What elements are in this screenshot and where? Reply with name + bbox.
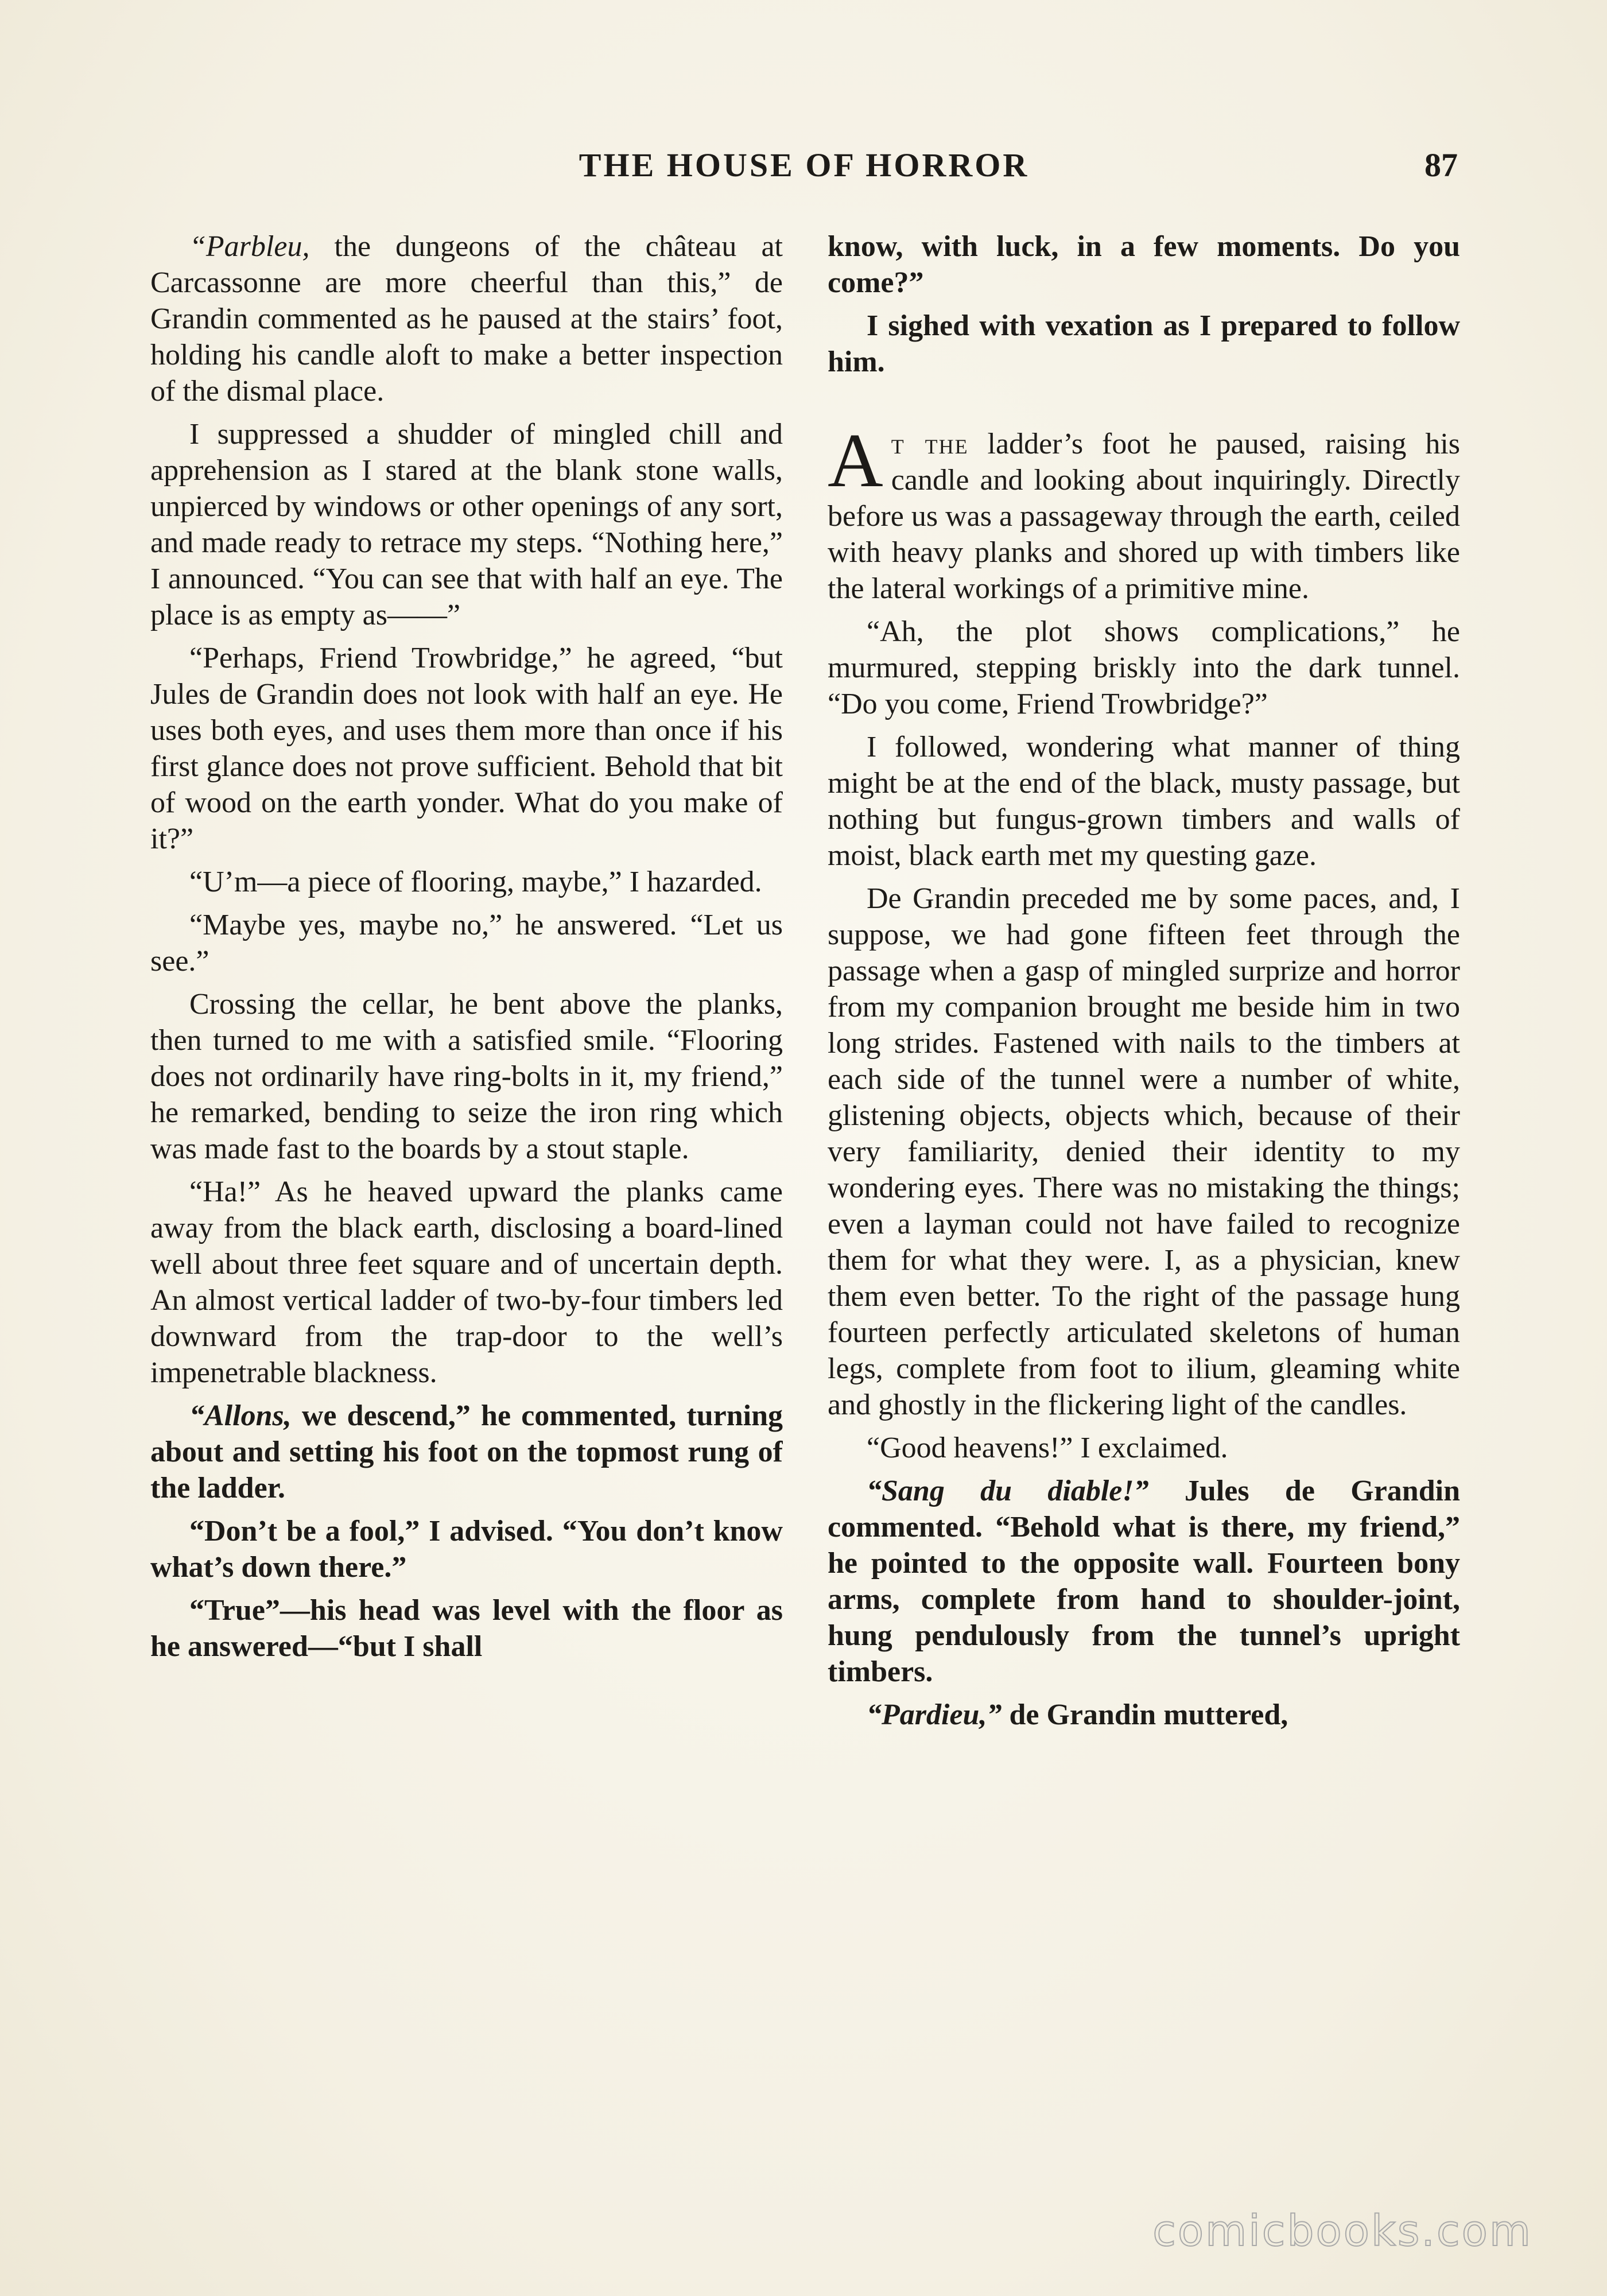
paragraph: “Good heavens!” I exclaimed. bbox=[867, 1432, 1228, 1464]
paragraph bbox=[150, 228, 783, 409]
paragraph: “Ah, the plot shows complications,” he murmured, stepping briskly into the dark tunnel. “Do you come, Friend Trowbridge?” bbox=[828, 615, 1460, 720]
paragraph: “Don’t be a fool,” I advised. “You don’t know what’s down there.” bbox=[150, 1515, 783, 1584]
left-column bbox=[150, 228, 783, 2151]
right-column bbox=[828, 228, 1460, 2151]
italic-phrase: “Pardieu,” bbox=[867, 1698, 1002, 1731]
paragraph: I suppressed a shudder of mingled chill and apprehension as I stared at the blank stone walls, unpierced by windows or other openings of any sort, and made ready to retrace my steps. “Nothing here,” I announced. “You can see that with half an eye. The place is as empty as——” bbox=[150, 418, 783, 631]
watermark-logo: comicbooks.com bbox=[1152, 2206, 1532, 2256]
paragraph: I followed, wondering what manner of thing might be at the end of the black, musty passage, but nothing but fungus-grown timbers and walls of moist, black earth met my questing gaze. bbox=[828, 731, 1460, 872]
paragraph: “U’m—a piece of flooring, maybe,” I hazarded. bbox=[189, 866, 762, 898]
section-opening-paragraph bbox=[828, 418, 1460, 607]
italic-phrase: “Sang du diable!” bbox=[867, 1475, 1149, 1507]
paragraph bbox=[828, 1697, 1460, 1733]
drop-cap: A bbox=[828, 418, 883, 503]
italic-phrase: “Allons, bbox=[189, 1399, 292, 1432]
paragraph: “True”—his head was level with the floor as he answered—“but I shall bbox=[150, 1594, 783, 1663]
paragraph: I sighed with vexation as I prepared to follow him. bbox=[828, 309, 1460, 378]
paragraph-text: the dungeons of the château at Carcassonne are more cheerful than this,” de Grandin commented as he paused at the stairs’ foot, holding his candle aloft to make a better inspection of the dismal place. bbox=[150, 230, 783, 408]
running-title: THE HOUSE OF HORROR bbox=[579, 146, 1030, 184]
paragraph: “Perhaps, Friend Trowbridge,” he agreed, “but Jules de Grandin does not look with half an eye. He uses both eyes, and uses them more than once if his first glance does not prove sufficient. Behold that bit of wood on the earth yonder. What do you make of it?” bbox=[150, 642, 783, 855]
paragraph: De Grandin preceded me by some paces, and, I suppose, we had gone fifteen feet through the passage when a gasp of mingled surprize and horror from my companion brought me beside him in two long strides. Fastened with nails to the timbers at each side of the tunnel were a number of white, glistening objects, objects which, because of their very familiarity, denied their identity to my wondering eyes. There was no mistaking the things; even a layman could not have failed to recognize them for what they were. I, as a physician, knew them even better. To the right of the passage hung fourteen perfectly articulated skeletons of human legs, complete from foot to ilium, gleaming white and ghostly in the flickering light of the candles. bbox=[828, 882, 1460, 1421]
page-number: 87 bbox=[1424, 146, 1458, 184]
paragraph-text: we descend,” he commented, turning about and setting his foot on the topmost rung of the ladder. bbox=[150, 1399, 783, 1504]
paragraph-text: Jules de Grandin commented. “Behold what is there, my friend,” he pointed to the opposite wall. Fourteen bony arms, complete from hand to shoulder-joint, hung pendulously from the tunnel’s upright timbers. bbox=[828, 1475, 1460, 1688]
paragraph bbox=[828, 1473, 1460, 1690]
paragraph-text: de Grandin muttered, bbox=[1002, 1698, 1288, 1731]
paragraph-text: ladder’s foot he paused, raising his candle and looking about inquiringly. Directly before us was a passageway through the earth, ceiled with heavy planks and shored up with timbers like the lateral workings of a primitive mine. bbox=[828, 428, 1460, 605]
paragraph bbox=[150, 1398, 783, 1506]
paragraph: Crossing the cellar, he bent above the planks, then turned to me with a satisfied smile. “Flooring does not ordinarily have ring-bolts in it, my friend,” he remarked, bending to seize the iron ring which was made fast to the boards by a stout staple. bbox=[150, 988, 783, 1165]
running-head bbox=[150, 142, 1458, 188]
small-caps-lead: t the bbox=[891, 428, 969, 460]
paragraph: know, with luck, in a few moments. Do you come?” bbox=[828, 230, 1460, 299]
paragraph: “Ha!” As he heaved upward the planks came away from the black earth, disclosing a board-lined well about three feet square and of uncertain depth. An almost vertical ladder of two-by-four timbers led downward from the trap-door to the well’s impenetrable blackness. bbox=[150, 1176, 783, 1389]
paragraph: “Maybe yes, maybe no,” he answered. “Let us see.” bbox=[150, 909, 783, 978]
italic-phrase: “Parbleu, bbox=[189, 230, 310, 263]
